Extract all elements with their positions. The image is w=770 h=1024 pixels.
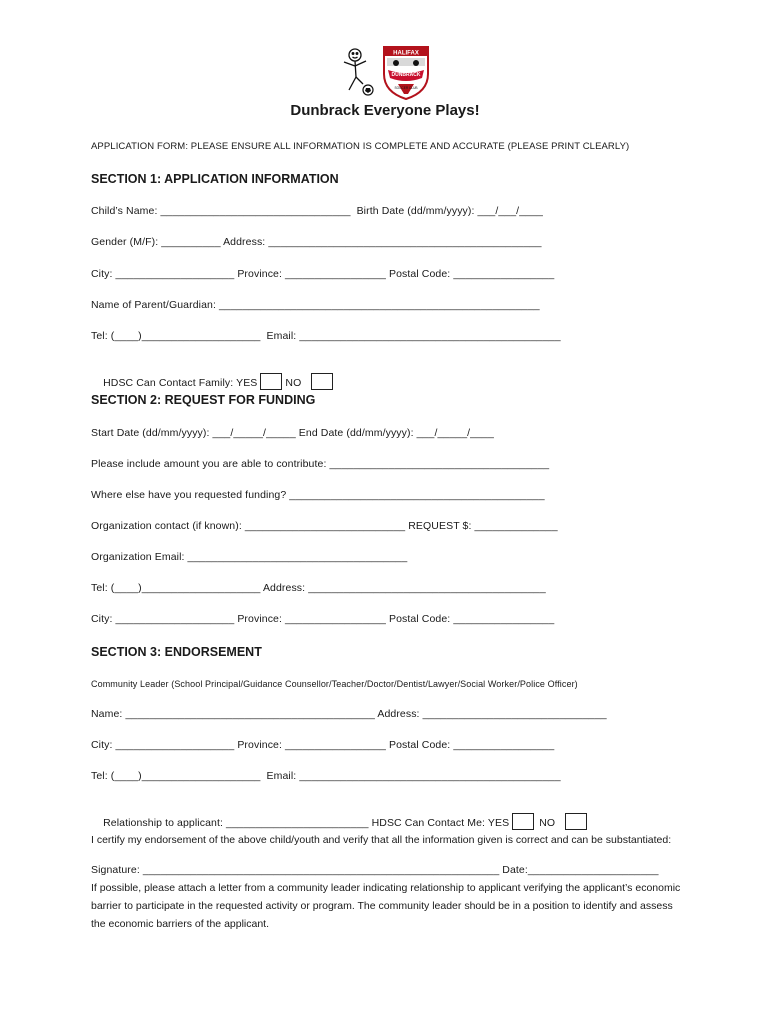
contact-family-no-label: NO (285, 377, 302, 389)
section1-heading: SECTION 1: APPLICATION INFORMATION (91, 172, 339, 186)
stick-figure-icon (344, 49, 366, 90)
organization-email-line[interactable]: Organization Email: _____________________________________ (91, 551, 408, 563)
start-end-date-line[interactable]: Start Date (dd/mm/yyyy): ___/_____/_____ End Date (dd/mm/yyyy): ___/_____/____ (91, 427, 494, 439)
tel-email-line[interactable]: Tel: (____)____________________ Email: ____________________________________________ (91, 330, 561, 342)
leader-tel-email-line[interactable]: Tel: (____)____________________ Email: ____________________________________________ (91, 770, 561, 782)
signature-date-line[interactable]: Signature: ____________________________________________________________ Date:______________________ (91, 864, 659, 876)
leader-city-province-postal-line[interactable]: City: ____________________ Province: _________________ Postal Code: _________________ (91, 739, 555, 751)
form-title: Dunbrack Everyone Plays! (290, 102, 480, 119)
contact-me-yes-checkbox[interactable] (512, 813, 534, 830)
club-logo (338, 44, 430, 100)
contribution-amount-line[interactable]: Please include amount you are able to contribute: _____________________________________ (91, 458, 550, 470)
other-funding-line[interactable]: Where else have you requested funding? ___________________________________________ (91, 489, 545, 501)
contact-family-label: HDSC Can Contact Family: YES (103, 377, 258, 389)
badge-bottom-text: SOCCER CLUB (394, 86, 418, 90)
org-city-province-postal-line[interactable]: City: ____________________ Province: _________________ Postal Code: _________________ (91, 613, 555, 625)
leader-name-address-line[interactable]: Name: __________________________________________ Address: _______________________________ (91, 708, 607, 720)
contact-family-yes-checkbox[interactable] (260, 373, 282, 390)
relationship-label[interactable]: Relationship to applicant: ________________________ HDSC Can Contact Me: YES (103, 817, 510, 829)
org-tel-address-line[interactable]: Tel: (____)____________________ Address: ________________________________________ (91, 582, 546, 594)
badge-top-text: HALIFAX (393, 50, 419, 57)
child-name-birthdate-line[interactable]: Child’s Name: ________________________________ Birth Date (dd/mm/yyyy): ___/___/____ (91, 205, 543, 217)
contact-me-no-checkbox[interactable] (565, 813, 587, 830)
organization-contact-request-line[interactable]: Organization contact (if known): ___________________________ REQUEST $: ______________ (91, 520, 558, 532)
section2-heading: SECTION 2: REQUEST FOR FUNDING (91, 393, 316, 407)
contact-me-no-label: NO (539, 817, 556, 829)
certify-statement: I certify my endorsement of the above child/youth and verify that all the information given is correct and can be substantiated: (91, 834, 672, 846)
letter-attachment-note: If possible, please attach a letter from a community leader indicating relationship to applicant verifying the applicant’s economic barrier to participate in the requested activity or program. The community leader should be in a position to identify and assess the economic barriers of the applicant. (91, 882, 681, 930)
parent-guardian-line[interactable]: Name of Parent/Guardian: ______________________________________________________ (91, 299, 540, 311)
community-leader-note: Community Leader (School Principal/Guidance Counsellor/Teacher/Doctor/Dentist/Lawyer/Social Worker/Police Officer) (91, 679, 578, 689)
form-instructions: APPLICATION FORM: PLEASE ENSURE ALL INFORMATION IS COMPLETE AND ACCURATE (PLEASE PRINT CLEARLY) (91, 141, 630, 152)
city-province-postal-line[interactable]: City: ____________________ Province: _________________ Postal Code: _________________ (91, 268, 555, 280)
badge-mid-text: DUNBRACK (391, 72, 421, 78)
section3-heading: SECTION 3: ENDORSEMENT (91, 645, 262, 659)
gender-address-line[interactable]: Gender (M/F): __________ Address: ______________________________________________ (91, 236, 542, 248)
soccer-ball-icon (363, 85, 373, 95)
contact-family-no-checkbox[interactable] (311, 373, 333, 390)
